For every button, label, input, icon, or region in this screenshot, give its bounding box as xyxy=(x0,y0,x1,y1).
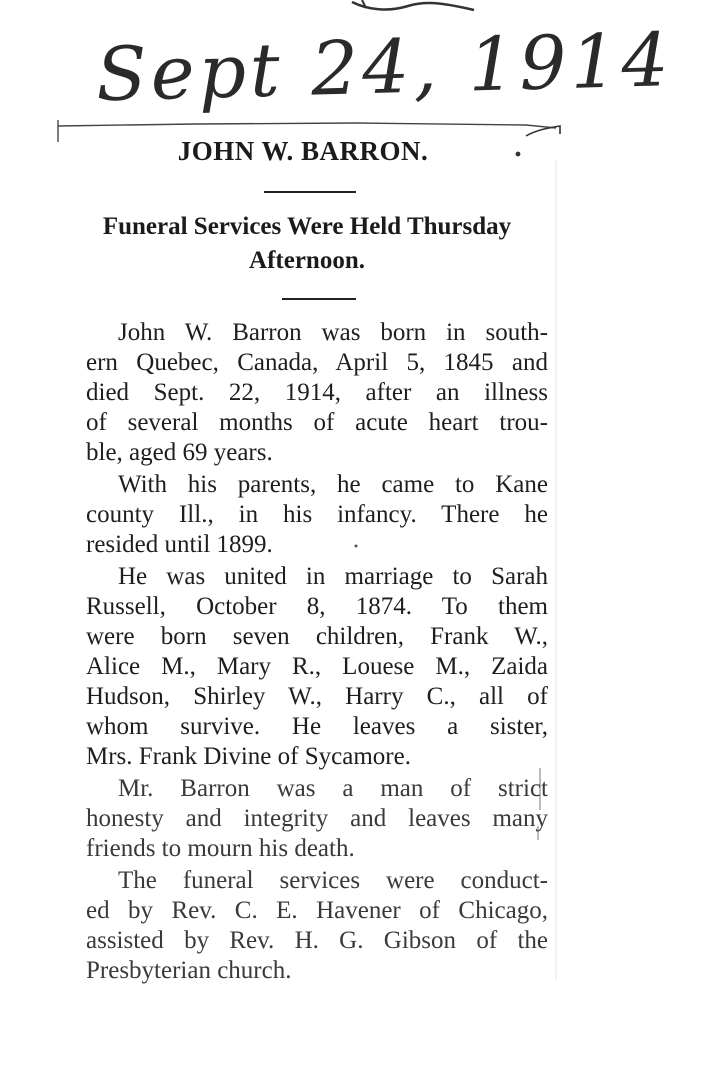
article-body xyxy=(56,318,548,988)
text-line: John W. Barron was born in south- xyxy=(118,319,548,346)
text-line: died Sept. 22, 1914, after an illness xyxy=(86,379,548,406)
text-line: whom survive. He leaves a sister, xyxy=(86,713,548,740)
subhead-line: Afternoon. xyxy=(249,247,365,274)
newspaper-clipping xyxy=(56,120,550,1000)
text-line: Mr. Barron was a man of strict xyxy=(118,775,548,802)
paragraph-funeral xyxy=(56,866,548,986)
text-line: were born seven children, Frank W., xyxy=(86,623,548,650)
text-line: With his parents, he came to Kane xyxy=(118,471,548,498)
text-line: Russell, October 8, 1874. To them xyxy=(86,593,548,620)
paragraph-character xyxy=(56,774,548,864)
text-line: friends to mourn his death. xyxy=(86,835,355,862)
text-line: Hudson, Shirley W., Harry C., all of xyxy=(86,683,548,710)
text-line: ed by Rev. C. E. Havener of Chicago, xyxy=(86,897,548,924)
handwritten-date: Sept 24, 1914 xyxy=(94,17,674,119)
subhead-rule xyxy=(282,298,356,300)
text-line: honesty and integrity and leaves many xyxy=(86,805,548,832)
subhead-line: Funeral Services Were Held Thursday xyxy=(102,213,512,240)
text-line: of several months of acute heart trou- xyxy=(86,409,548,436)
paragraph-family xyxy=(56,562,548,772)
text-line: county Ill., in his infancy. There he xyxy=(86,501,548,528)
text-line: Mrs. Frank Divine of Sycamore. xyxy=(86,743,411,770)
text-line: ern Quebec, Canada, April 5, 1845 and xyxy=(86,349,548,376)
paragraph-birth xyxy=(56,318,548,468)
article-subhead xyxy=(64,210,550,278)
text-line: Alice M., Mary R., Louese M., Zaida xyxy=(86,653,548,680)
text-line: Presbyterian church. xyxy=(86,957,292,984)
text-line: The funeral services were conduct- xyxy=(118,867,548,894)
text-line: He was united in marriage to Sarah xyxy=(118,563,548,590)
article-headline: JOHN W. BARRON. xyxy=(177,136,429,166)
headline-rule xyxy=(264,191,356,193)
text-line: ble, aged 69 years. xyxy=(86,439,273,466)
text-line: assisted by Rev. H. G. Gibson of the xyxy=(86,927,548,954)
paragraph-residence xyxy=(56,470,548,560)
text-line: resided until 1899. xyxy=(86,531,273,558)
